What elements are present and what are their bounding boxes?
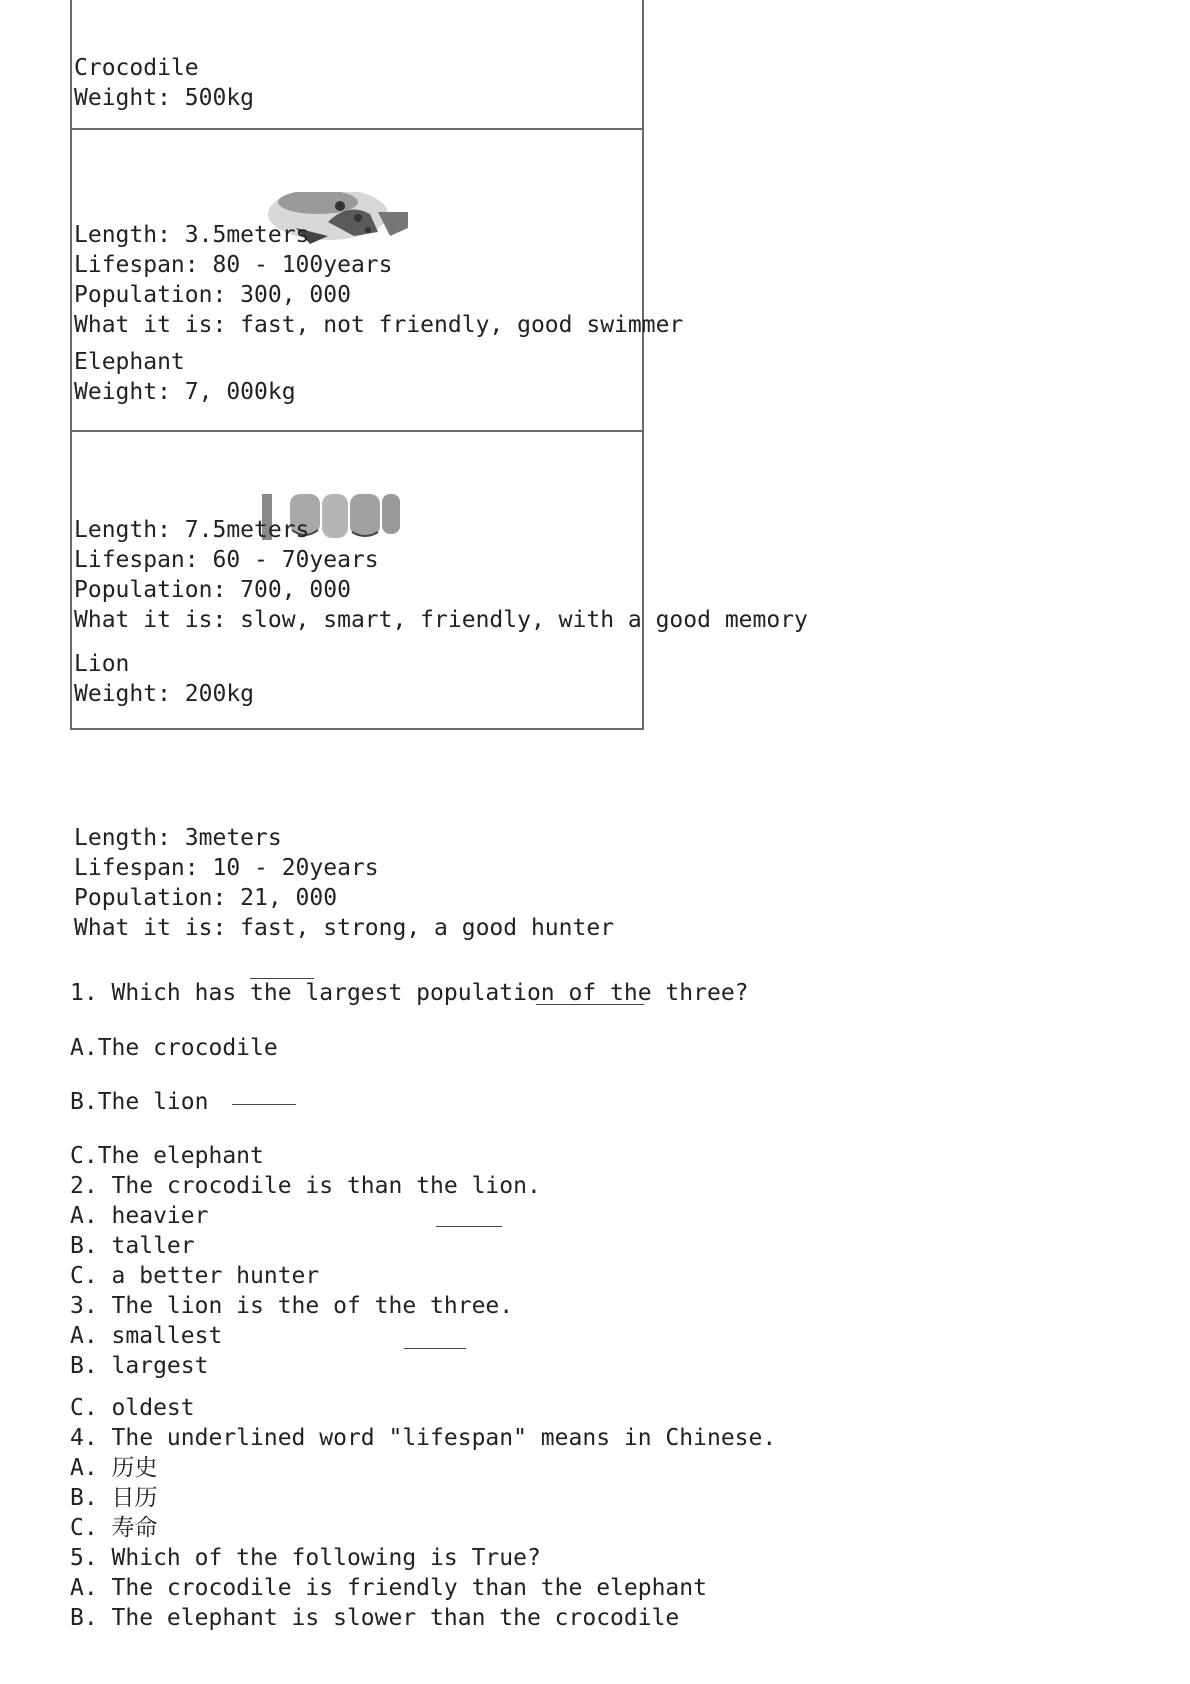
answer-blank (404, 1348, 466, 1349)
question-4-option-a: A. 历史 (70, 1455, 158, 1481)
elephant-description: What it is: slow, smart, friendly, with a good memory (74, 607, 808, 633)
underline-mark (536, 1004, 644, 1005)
question-1-option-a: A.The crocodile (70, 1035, 278, 1061)
crocodile-weight: Weight: 500kg (74, 85, 255, 111)
question-2-option-b: B. taller (70, 1233, 195, 1259)
animal-name-crocodile: Crocodile (74, 55, 199, 81)
lion-lifespan: Lifespan: 10 - 20years (74, 855, 379, 881)
question-4-option-b: B. 日历 (70, 1485, 158, 1511)
crocodile-population: Population: 300, 000 (74, 282, 351, 308)
question-3-option-a: A. smallest (70, 1323, 223, 1349)
question-5-option-a: A. The crocodile is friendly than the elephant (70, 1575, 707, 1601)
crocodile-lifespan: Lifespan: 80 - 100years (74, 252, 393, 278)
lion-description: What it is: fast, strong, a good hunter (74, 915, 615, 941)
lion-length: Length: 3meters (74, 825, 282, 851)
question-3-option-c: C. oldest (70, 1395, 195, 1421)
crocodile-length: Length: 3.5meters (74, 222, 310, 248)
question-4-option-c: C. 寿命 (70, 1515, 158, 1541)
lion-population: Population: 21, 000 (74, 885, 338, 911)
answer-blank (436, 1226, 502, 1227)
underline-mark (250, 978, 314, 979)
question-2-option-a: A. heavier (70, 1203, 209, 1229)
question-5: 5. Which of the following is True? (70, 1545, 541, 1571)
question-2: 2. The crocodile is than the lion. (70, 1173, 541, 1199)
question-3-option-b: B. largest (70, 1353, 209, 1379)
elephant-length: Length: 7.5meters (74, 517, 310, 543)
question-3: 3. The lion is the of the three. (70, 1293, 514, 1319)
elephant-lifespan: Lifespan: 60 - 70years (74, 547, 379, 573)
elephant-population: Population: 700, 000 (74, 577, 351, 603)
crocodile-description: What it is: fast, not friendly, good swimmer (74, 312, 684, 338)
animal-name-lion: Lion (74, 651, 130, 677)
question-2-option-c: C. a better hunter (70, 1263, 320, 1289)
lion-weight: Weight: 200kg (74, 681, 255, 707)
animal-name-elephant: Elephant (74, 349, 185, 375)
question-4: 4. The underlined word "lifespan" means in Chinese. (70, 1425, 777, 1451)
answer-blank (232, 1104, 296, 1105)
question-5-option-b: B. The elephant is slower than the crocodile (70, 1605, 680, 1631)
elephant-weight: Weight: 7, 000kg (74, 379, 296, 405)
question-1: 1. Which has the largest population of the three? (70, 980, 749, 1006)
question-1-option-b: B.The lion (70, 1089, 209, 1115)
question-1-option-c: C.The elephant (70, 1143, 264, 1169)
